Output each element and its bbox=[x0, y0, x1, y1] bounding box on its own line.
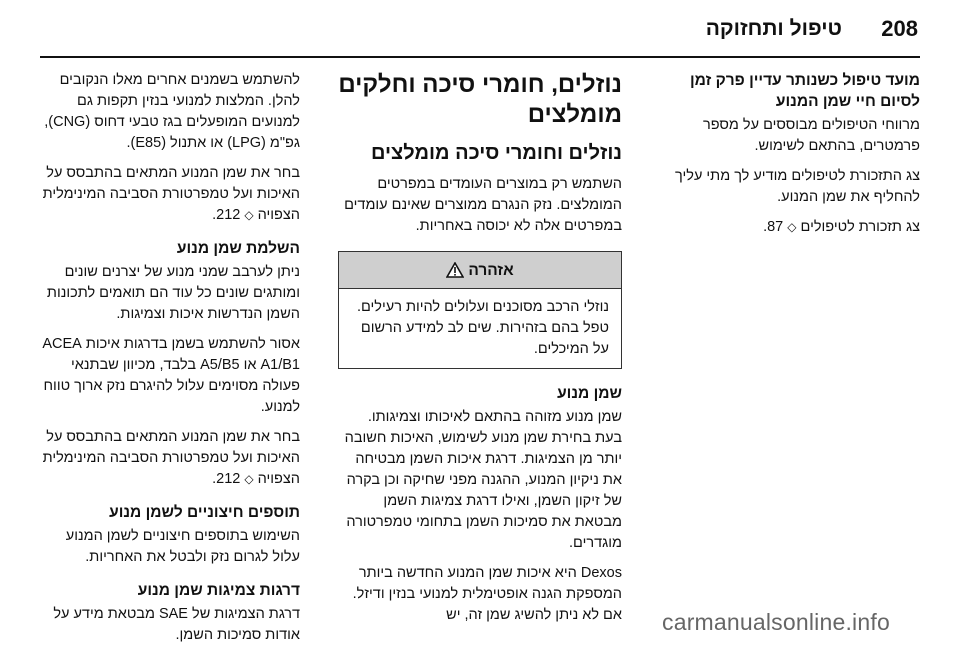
header-rule bbox=[40, 56, 920, 58]
warning-box bbox=[338, 251, 622, 369]
topping-up-reference bbox=[38, 427, 300, 490]
reference-text: בחר את שמן המנוע המתאים בהתבסס על האיכות ועל טמפרטורת הסביבה המינימלית הצפויה bbox=[42, 165, 300, 223]
page-reference-number: 87 bbox=[767, 219, 784, 235]
watermark: carmanualsonline.info bbox=[662, 609, 890, 635]
topping-up-heading: השלמת שמן מנוע bbox=[176, 240, 300, 257]
section-title: נוזלים, חומרי סיכה וחלקים מומלצים bbox=[338, 71, 622, 128]
reference-arrow-icon: ◇ bbox=[244, 472, 254, 486]
right-column bbox=[650, 70, 920, 247]
warning-header bbox=[339, 252, 621, 289]
service-display-reference bbox=[650, 217, 920, 238]
reference-text: בחר את שמן המנוע המתאים בהתבסס על האיכות ועל טמפרטורת הסביבה המינימלית הצפויה bbox=[42, 429, 300, 487]
service-interval-paragraph-2: צג התזכורת לטיפולים מודיע לך מתי עליך להחליף את שמן המנוע. bbox=[675, 168, 920, 205]
engine-oil-paragraph-1: שמן מנוע מזוהה בהתאם לאיכותו וצמיגותו. בעת בחירת שמן מנוע לשימוש, האיכות חשובה יותר מן הצמיגות. דרגת איכות השמן מבטיחה את ניקיון המנוע, ההגנה מפני שחיקה וכן בקרה של זיקון השמן, ואילו דרגת צמיגות השמן מבטאת את סמיכות השמן בתחומי טמפרטורה מוגדרים. bbox=[344, 409, 622, 551]
middle-column bbox=[338, 70, 622, 635]
reference-arrow-icon: ◇ bbox=[787, 220, 797, 234]
page-reference[interactable]: ◇ 212. bbox=[212, 471, 254, 487]
warning-text: נוזלי הרכב מסוכנים ועלולים להיות רעילים. טפל בהם בזהירות. שים לב למידע הרשום על המיכלים. bbox=[356, 299, 609, 357]
oil-selection-reference bbox=[38, 163, 300, 226]
fluids-intro: השתמש רק במוצרים העומדים במפרטים המומלצים. נזק הנגרם ממוצרים שאינם עומדים במפרטים אלה לא יכוסה באחריות. bbox=[344, 176, 622, 234]
viscosity-heading: דרגות צמיגות שמן מנוע bbox=[137, 582, 300, 599]
reference-arrow-icon: ◇ bbox=[244, 208, 254, 222]
reference-text: צג תזכורת לטיפולים bbox=[800, 219, 920, 235]
oil-alternatives-paragraph: להשתמש בשמנים אחרים מאלו הנקובים להלן. המלצות למנועי בנזין תקפות גם למנועים המופעלים בגז טבעי דחוס (CNG), גפ"מ (LPG) או אתנול (E85). bbox=[44, 72, 300, 151]
service-interval-heading: מועד טיפול כשנותר עדיין פרק זמן לסיום חיי שמן המנוע bbox=[690, 72, 920, 110]
warning-label: אזהרה bbox=[468, 261, 514, 279]
page-header bbox=[0, 0, 960, 64]
page-reference[interactable]: ◇ 212. bbox=[212, 207, 254, 223]
running-title: טיפול ותחזוקה bbox=[705, 17, 842, 40]
topping-up-paragraph-1: ניתן לערבב שמני מנוע של יצרנים שונים ומותגים שונים כל עוד הם תואמים לתכונות השמן הנדרשות איכות וצמיגות. bbox=[46, 264, 300, 322]
left-column bbox=[38, 70, 300, 655]
page-number: 208 bbox=[881, 16, 918, 41]
subsection-title: נוזלים וחומרי סיכה מומלצים bbox=[371, 142, 622, 164]
additives-heading: תוספים חיצוניים לשמן מנוע bbox=[109, 504, 300, 521]
viscosity-paragraph: דרגת הצמיגות של SAE מבטאת מידע על אודות סמיכות השמן. bbox=[53, 606, 300, 643]
page-reference-number: 212 bbox=[216, 207, 241, 223]
warning-triangle-icon bbox=[446, 262, 464, 278]
page-reference-number: 212 bbox=[216, 471, 241, 487]
engine-oil-paragraph-2: Dexos היא איכות שמן המנוע החדשה ביותר המספקת הגנה אופטימלית למנועי בנזין ודיזל. אם לא ניתן להשיג שמן זה, יש bbox=[352, 565, 622, 623]
topping-up-paragraph-2: אסור להשתמש בשמן בדרגות איכות ACEA A1/B1 או A5/B5 בלבד, מכיוון שבתנאי פעולה מסוימים עלול להיגרם נזק ארוך טווח למנוע. bbox=[42, 336, 300, 415]
page-reference[interactable]: ◇ 87. bbox=[763, 219, 797, 235]
engine-oil-heading: שמן מנוע bbox=[557, 385, 622, 402]
additives-paragraph: השימוש בתוספים חיצוניים לשמן המנוע עלול לגרום נזק ולבטל את האחריות. bbox=[65, 528, 300, 565]
service-interval-paragraph-1: מרווחי הטיפולים מבוססים על מספר פרמטרים, בהתאם לשימוש. bbox=[702, 117, 920, 154]
